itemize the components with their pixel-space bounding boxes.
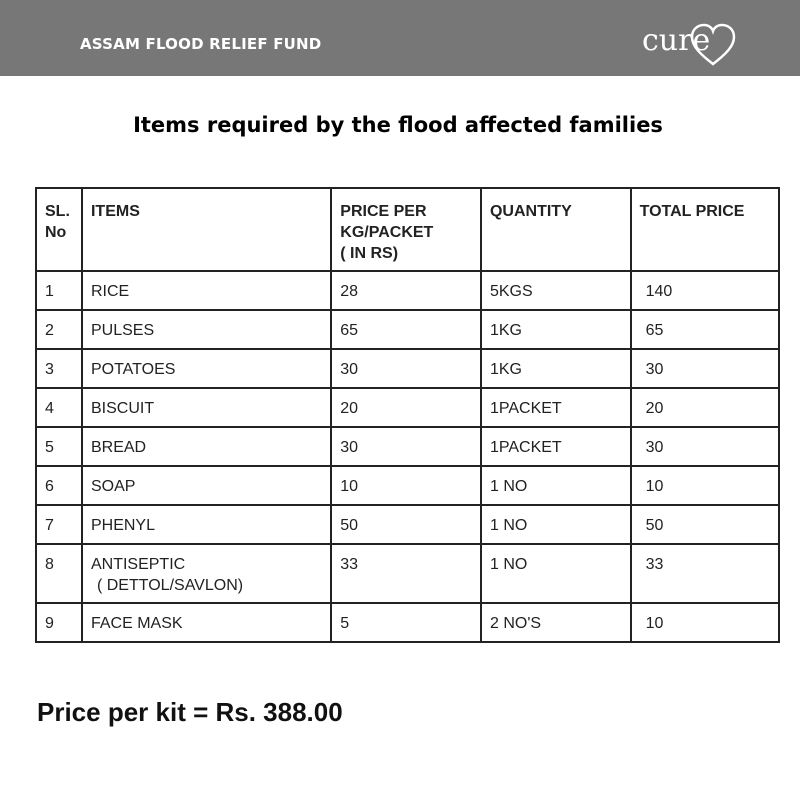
- header-price-line2: KG/PACKET: [340, 224, 434, 241]
- sl-cell: 8: [36, 544, 82, 603]
- total-cell: 30: [631, 427, 779, 466]
- item-name: BISCUIT: [90, 400, 155, 417]
- quantity-cell: 5KGS: [481, 271, 631, 310]
- table-row: [36, 466, 779, 505]
- sl-cell: 5: [36, 427, 82, 466]
- price-cell: 30: [331, 427, 481, 466]
- sl-cell: 9: [36, 603, 82, 642]
- item-cell: [82, 427, 331, 466]
- quantity-cell: 1 NO: [481, 466, 631, 505]
- table-row: [36, 603, 779, 642]
- total-cell: 10: [631, 466, 779, 505]
- quantity-cell: 1KG: [481, 349, 631, 388]
- header-sl: [36, 188, 82, 271]
- item-name: SOAP: [90, 478, 136, 495]
- sl-cell: 4: [36, 388, 82, 427]
- price-cell: 10: [331, 466, 481, 505]
- header-sl-line1: SL.: [45, 203, 70, 220]
- item-cell: [82, 310, 331, 349]
- quantity-cell: 1PACKET: [481, 427, 631, 466]
- total-cell: 30: [631, 349, 779, 388]
- header-title: ASSAM FLOOD RELIEF FUND: [80, 35, 322, 53]
- item-name: PHENYL: [90, 517, 155, 534]
- total-cell: 140: [631, 271, 779, 310]
- table-row: [36, 310, 779, 349]
- table-row: [36, 349, 779, 388]
- total-cell: 50: [631, 505, 779, 544]
- total-cell: 10: [631, 603, 779, 642]
- item-name: ANTISEPTIC: [90, 556, 186, 573]
- item-name: PULSES: [90, 322, 155, 339]
- price-cell: 65: [331, 310, 481, 349]
- heart-icon: [640, 20, 740, 70]
- total-cell: 33: [631, 544, 779, 603]
- table-header-row: [36, 188, 779, 271]
- sl-cell: 3: [36, 349, 82, 388]
- item-cell: [82, 544, 331, 603]
- quantity-cell: 1KG: [481, 310, 631, 349]
- price-per-kit: Price per kit = Rs. 388.00: [37, 697, 343, 727]
- header-items: ITEMS: [82, 188, 331, 271]
- table-row: [36, 427, 779, 466]
- item-cell: [82, 388, 331, 427]
- table-row: [36, 505, 779, 544]
- item-cell: [82, 271, 331, 310]
- items-table: [35, 187, 780, 643]
- quantity-cell: 2 NO'S: [481, 603, 631, 642]
- price-cell: 30: [331, 349, 481, 388]
- header-quantity: QUANTITY: [481, 188, 631, 271]
- price-cell: 33: [331, 544, 481, 603]
- header-total: TOTAL PRICE: [631, 188, 779, 271]
- item-name: POTATOES: [90, 361, 176, 378]
- table-row: [36, 271, 779, 310]
- price-cell: 50: [331, 505, 481, 544]
- total-cell: 65: [631, 310, 779, 349]
- page-heading: Items required by the flood affected families: [133, 113, 663, 137]
- quantity-cell: 1 NO: [481, 505, 631, 544]
- item-name: BREAD: [90, 439, 147, 456]
- price-cell: 20: [331, 388, 481, 427]
- header-price: [331, 188, 481, 271]
- header-price-line1: PRICE PER: [340, 203, 427, 220]
- price-cell: 28: [331, 271, 481, 310]
- header-bar: [0, 0, 800, 76]
- item-note: ( DETTOL/SAVLON): [96, 577, 244, 594]
- cure-logo: [640, 20, 740, 70]
- sl-cell: 1: [36, 271, 82, 310]
- price-cell: 5: [331, 603, 481, 642]
- sl-cell: 2: [36, 310, 82, 349]
- logo-text: cure: [642, 23, 711, 58]
- item-cell: [82, 505, 331, 544]
- table-row: [36, 544, 779, 603]
- item-cell: [82, 349, 331, 388]
- item-name: FACE MASK: [90, 615, 183, 632]
- item-cell: [82, 466, 331, 505]
- header-sl-line2: No: [45, 224, 67, 241]
- header-price-line3: ( IN RS): [340, 245, 399, 262]
- total-cell: 20: [631, 388, 779, 427]
- item-cell: [82, 603, 331, 642]
- item-name: RICE: [90, 283, 130, 300]
- sl-cell: 7: [36, 505, 82, 544]
- sl-cell: 6: [36, 466, 82, 505]
- table-row: [36, 388, 779, 427]
- quantity-cell: 1 NO: [481, 544, 631, 603]
- quantity-cell: 1PACKET: [481, 388, 631, 427]
